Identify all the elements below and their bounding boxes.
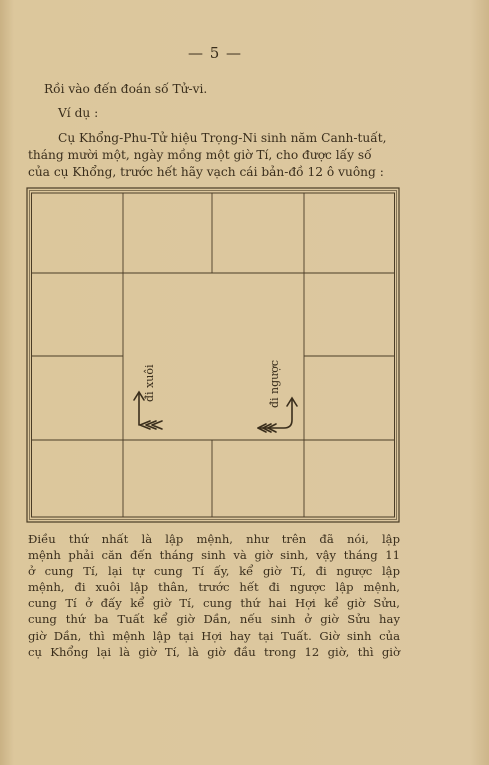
- body-line-4: mệnh, đi xuôi lập thân, trước hết đi ngược lập mệnh,: [28, 580, 400, 595]
- grid-frame-outer: [27, 188, 399, 522]
- example-line-1: Cụ Khổng-Phu-Tử hiệu Trọng-Ni sinh năm Canh-tuất,: [58, 131, 387, 145]
- body-line-8: cụ Khổng lại là giờ Tí, là giờ đầu trong 12 giờ, thì giờ: [28, 644, 400, 659]
- body-paragraph: [28, 531, 400, 660]
- body-line-5: cung Tí ở đấy kể giờ Tí, cung thứ hai Hợi kể giờ Sửu,: [28, 596, 400, 611]
- intro-line: Rồi vào đến đoán số Tử-vi.: [44, 82, 208, 96]
- example-line-2: tháng mười một, ngày mồng một giờ Tí, cho được lấy số: [28, 148, 372, 162]
- body-line-2: mệnh phải căn đến tháng sinh và giờ sinh, vậy tháng 11: [28, 548, 400, 563]
- body-line-3: ở cung Tí, lại tự cung Tí ấy, kể giờ Tí, đi ngược lập: [28, 564, 400, 579]
- grid-frame-middle: [30, 191, 397, 520]
- example-label: Ví dụ :: [58, 106, 99, 120]
- body-line-6: cung thứ ba Tuất kể giờ Dần, nếu sinh ở giờ Sửu hay: [28, 612, 400, 627]
- page-number: — 5 —: [187, 44, 243, 62]
- example-line-3: của cụ Khổng, trước hết hãy vạch cái bản-đồ 12 ô vuông :: [28, 165, 384, 179]
- body-line-1: Điều thứ nhất là lập mệnh, như trên đã nói, lập: [28, 532, 400, 546]
- grid-frame-inner: [32, 193, 395, 517]
- label-backward: đi ngược: [268, 359, 281, 408]
- label-forward: đi xuôi: [143, 364, 156, 402]
- body-line-7: giờ Dần, thì mệnh lập tại Hợi hay tại Tuất. Giờ sinh của: [28, 628, 400, 643]
